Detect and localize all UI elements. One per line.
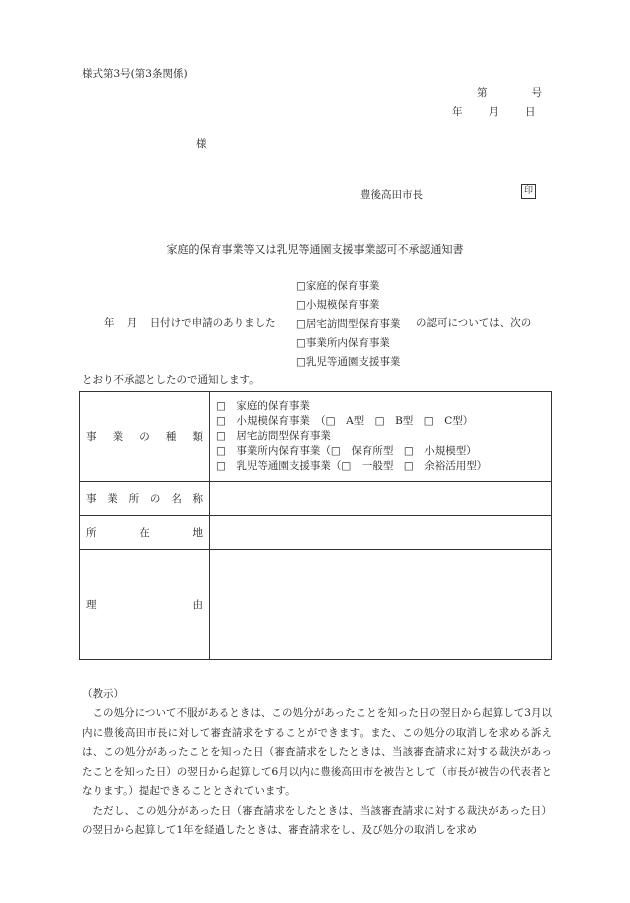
reason-label: 理 由: [86, 599, 203, 611]
notice-body: [82, 704, 552, 841]
option-family-daycare: □家庭的保育事業: [296, 280, 380, 292]
date-year: 年: [452, 106, 463, 118]
option-infant-support: □乳児等通園支援事業: [296, 356, 401, 368]
kind-option-home-visit: □ 居宅訪問型保育事業: [216, 430, 331, 442]
address-value-cell[interactable]: [210, 516, 552, 550]
table-row: [80, 516, 552, 550]
issuer-name: 豊後高田市長: [360, 189, 423, 201]
table-row: [80, 550, 552, 660]
reason-value-cell[interactable]: [210, 550, 552, 660]
option-workplace-daycare: □事業所内保育事業: [296, 337, 390, 349]
apply-year: 年: [104, 317, 115, 329]
kind-option-workplace: □ 事業所内保育事業（□ 保育所型 □ 小規模型）: [216, 445, 477, 457]
seal-mark: 印: [521, 184, 536, 199]
application-suffix: の認可については、次の: [416, 317, 532, 329]
notice-paragraph: この処分について不服があるときは、この処分があったことを知った日の翌日から起算して3月以内に豊後高田市長に対して審査請求をすることができます。また、この処分の取消しを求める訴えは、この処分があったことを知った日（審査請求をしたときは、当該審査請求に対する裁決があったことを知った日）の翌日から起算して6月以内に豊後高田市を被告として（市長が被告の代表者となります。）提起できることとされています。: [82, 707, 552, 797]
kind-label: 事 業 の 種 類: [86, 431, 203, 443]
kind-option-family: □ 家庭的保育事業: [216, 400, 310, 412]
number-dai: 第: [477, 87, 488, 99]
document-number-line: [477, 85, 542, 100]
application-date-text: [104, 315, 276, 330]
kind-options-cell: [210, 392, 552, 482]
option-small-daycare: □小規模保育事業: [296, 299, 380, 311]
notice-paragraph: ただし、この処分があった日（審査請求をしたときは、当該審査請求に対する裁決があった日）の翌日から起算して1年を経過したときは、審査請求をし、及び処分の取消しを求め: [82, 804, 552, 836]
apply-day-text: 日付けで申請のありました: [149, 317, 276, 329]
notice-heading: （教示）: [82, 688, 124, 700]
address-label-cell: [80, 516, 210, 550]
addressee-suffix: 様: [196, 138, 207, 150]
name-value-cell[interactable]: [210, 482, 552, 516]
name-label-cell: [80, 482, 210, 516]
option-home-visit-daycare: □居宅訪問型保育事業: [296, 318, 401, 330]
kind-label-cell: [80, 392, 210, 482]
date-line: [452, 104, 536, 119]
details-table: [79, 391, 552, 660]
reason-label-cell: [80, 550, 210, 660]
date-month: 月: [488, 106, 499, 118]
number-go: 号: [531, 87, 542, 99]
business-type-options: [296, 277, 400, 372]
name-label: 事 業 所 の 名 称: [86, 493, 203, 505]
date-day: 日: [525, 106, 536, 118]
apply-month: 月: [126, 317, 138, 329]
kind-option-infant-support: □ 乳児等通園支援事業（□ 一般型 □ 余裕活用型）: [216, 460, 488, 472]
document-title: 家庭的保育事業等又は乳児等通園支援事業認可不承認通知書: [166, 243, 464, 256]
table-row: [80, 482, 552, 516]
address-label: 所 在 地: [86, 527, 203, 539]
form-number: 様式第3号(第3条関係): [82, 68, 188, 80]
table-row: [80, 392, 552, 482]
application-trailing: とおり不承認としたので通知します。: [82, 374, 260, 386]
kind-option-small: □ 小規模保育事業 （□ A型 □ B型 □ C型）: [216, 415, 474, 427]
